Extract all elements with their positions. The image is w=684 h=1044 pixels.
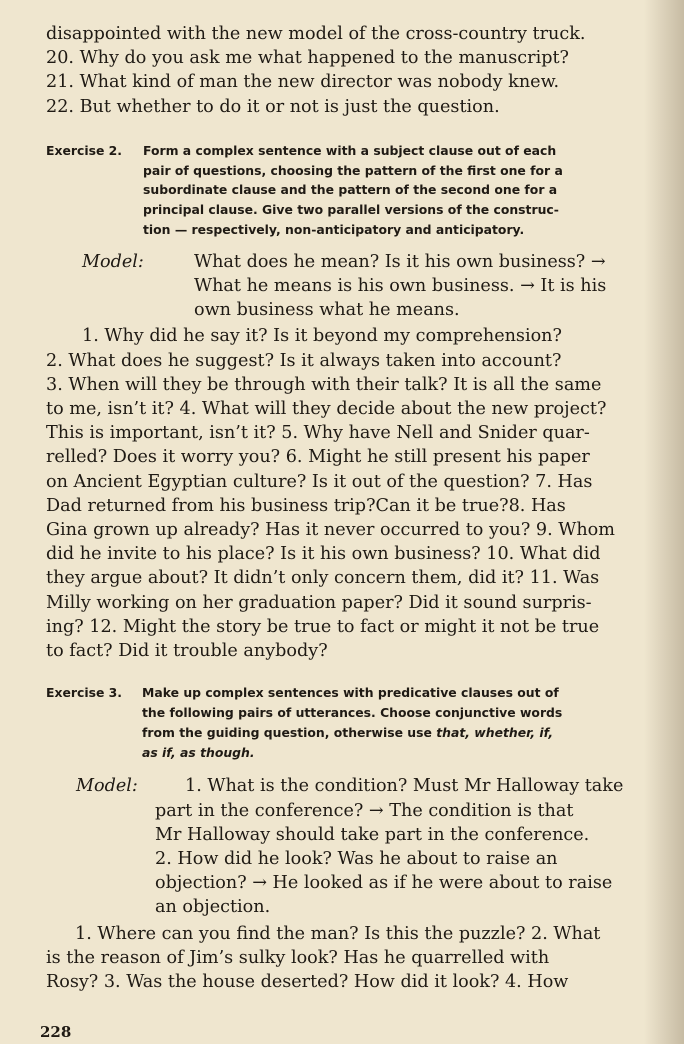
exercise-label: Exercise 2. [46,142,122,158]
text-line: ing? 12. Might the story be true to fact or might it not be true [46,616,600,637]
text-line: disappointed with the new model of the cross-country truck. [46,24,586,44]
model-line: part in the conference? → The condition is that [155,800,574,821]
exercise-line [142,723,642,743]
text-line: they argue about? It didn’t only concern them, did it? 11. Was [46,568,600,589]
exercise-2-items [46,324,642,663]
model-line: an objection. [155,897,271,918]
text-line: to fact? Did it trouble anybody? [46,641,328,662]
text-line: This is important, isn’t it? 5. Why have Nell and Snider quar- [46,423,590,444]
exercise-line: principal clause. Give two parallel versions of the construc- [143,202,559,218]
text-line: 3. When will they be through with their talk? It is all the same [46,374,602,395]
model-line: objection? → He looked as if he were about to raise [155,873,613,894]
text-line: Gina grown up already? Has it never occurred to you? 9. Whom [46,520,615,541]
exercise-line: Make up complex sentences with predicative clauses out of [142,685,559,701]
model-line: own business what he means. [194,300,460,321]
exercise-3-items [46,922,642,995]
exercise-line: pair of questions, choosing the pattern of the first one for a [143,162,563,178]
model-label: Model: [82,251,144,272]
text-line: 21. What kind of man the new director was nobody knew. [46,72,560,93]
model-label: Model: [76,776,138,797]
page-number: 228 [40,1023,72,1041]
text-line: to me, isn’t it? 4. What will they decide about the new project? [46,399,607,420]
model-line: 1. What is the condition? Must Mr Halloway take [185,776,624,797]
text-line: 22. But whether to do it or not is just the question. [46,96,500,117]
exercise-3-instructions [46,683,642,762]
text-line: 2. What does he suggest? Is it always taken into account? [46,350,562,371]
text-line: Milly working on her graduation paper? Did it sound surpris- [46,592,592,613]
text-line: 20. Why do you ask me what happened to the manuscript? [46,48,569,69]
text-line: did he invite to his place? Is it his own business? 10. What did [46,544,601,565]
exercise-text: from the guiding question, otherwise use [142,724,432,740]
text-line: 1. Where can you find the man? Is this the puzzle? 2. What [75,923,601,944]
exercise-line: the following pairs of utterances. Choose conjunctive words [142,705,563,721]
conjunctive-words: that, whether, if, [436,724,554,740]
page-edge-shadow [644,0,684,1044]
conjunctive-words: as if, as though. [142,744,255,760]
exercise-line: tion — respectively, non-anticipatory and anticipatory. [143,222,525,237]
exercise-label: Exercise 3. [46,685,122,701]
exercise-line: Form a complex sentence with a subject clause out of each [143,142,557,158]
text-line: on Ancient Egyptian culture? Is it out of the question? 7. Has [46,471,593,492]
text-line: Rosy? 3. Was the house deserted? How did it look? 4. How [46,972,569,993]
intro-list [46,22,642,119]
text-line: is the reason of Jim’s sulky look? Has he quarrelled with [46,947,550,968]
model-line: What does he mean? Is it his own business? → [194,251,606,272]
model-line: Mr Halloway should take part in the conference. [155,824,590,845]
exercise-line: subordinate clause and the pattern of the second one for a [143,182,558,198]
text-line: Dad returned from his business trip?Can it be true?8. Has [46,495,566,516]
exercise-2-model [46,250,642,323]
exercise-3-model [46,774,642,919]
text-line: relled? Does it worry you? 6. Might he still present his paper [46,447,590,468]
book-page [46,22,642,994]
exercise-2-instructions [46,141,642,240]
model-line: What he means is his own business. → It is his [194,276,607,296]
text-line: 1. Why did he say it? Is it beyond my comprehension? [82,326,562,347]
model-line: 2. How did he look? Was he about to raise an [155,849,558,870]
